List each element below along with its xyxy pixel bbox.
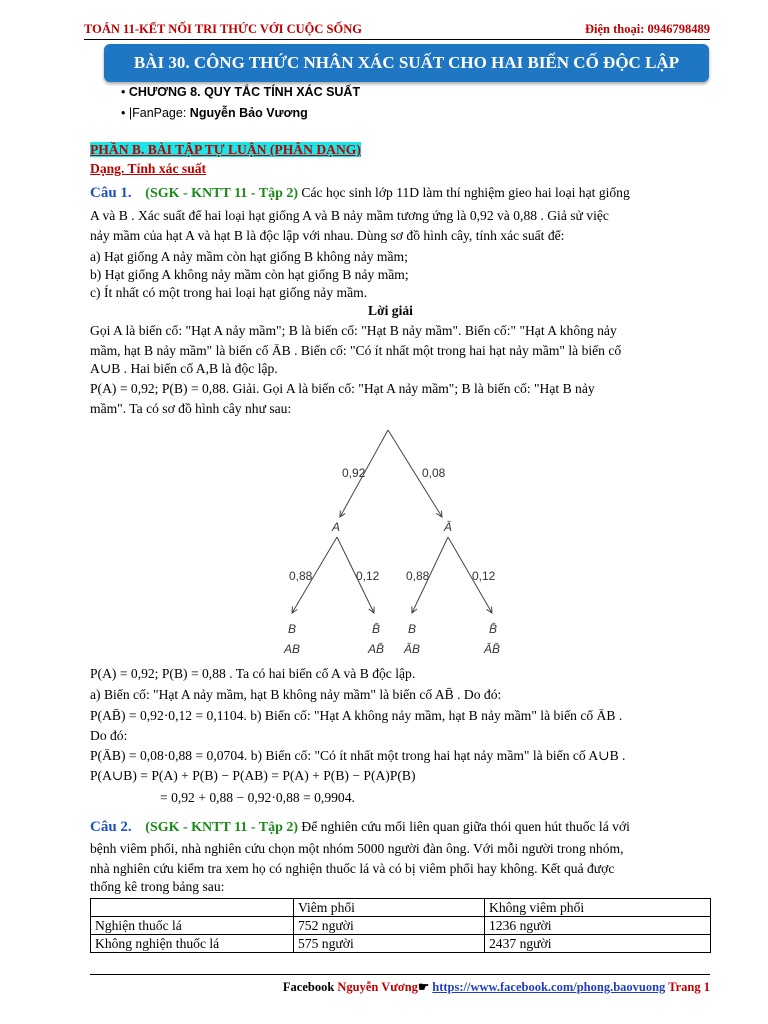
node-abar: Ā [444,520,453,534]
table-row [91,935,711,953]
table-cell: Nghiện thuốc lá [91,917,294,935]
q2-source: (SGK - KNTT 11 - Tập 2) [145,820,299,835]
lesson-banner [104,44,709,82]
q1-line1 [90,184,630,203]
header-divider [84,39,710,40]
prob-bbar-given-a: 0,12 [356,569,380,583]
solution-heading: Lời giải [368,303,413,318]
footer-facebook-label: Facebook [282,980,338,994]
pointer-icon: ☛ [417,980,433,994]
section-title [90,141,361,159]
result-line-5: P(ĀB) = 0,08·0,88 = 0,0704. b) Biến cố: "Có ít nhất một trong hai hạt nảy mầm" là biến cố A∪B . [90,748,626,763]
header-book: KẾT NỐI TRI THỨC VỚI CUỘC SỐNG [139,22,362,36]
leaf-b-2: B [408,622,417,636]
solution-line-4: P(A) = 0,92; P(B) = 0,88. Giải. Gọi A là biến cố: "Hạt A nảy mầm"; B là biến cố: "Hạt B nảy [90,381,595,396]
result-line-6: P(A∪B) = P(A) + P(B) − P(AB) = P(A) + P(B) − P(A)P(B) [90,768,416,783]
outcome-abarbbar: ĀB̄ [484,642,501,655]
table-cell: 752 người [294,917,485,935]
outcome-ab: AB [284,642,301,655]
prob-b-given-abar: 0,88 [406,569,430,583]
table-header-row [91,899,711,917]
result-line-3: P(AB̄) = 0,92·0,12 = 0,1104. b) Biến cố: "Hạt A không nảy mầm, hạt B nảy mầm" là biến cố ĀB . [90,708,623,723]
q1-text-3: nảy mầm của hạt A và hạt B là độc lập với nhau. Dùng sơ đồ hình cây, tính xác suất để: [90,228,565,243]
chapter-title: CHƯƠNG 8. QUY TẮC TÍNH XÁC SUẤT [128,85,361,99]
outcome-abarb: ĀB [404,642,421,655]
q2-number: Câu 2. [90,819,132,835]
page-header [84,22,710,40]
header-subject: TOÁN 11- [84,22,139,36]
header-phone: Điện thoại: 0946798489 [585,22,710,36]
leaf-b-1: B [288,622,297,636]
header-left [84,22,362,37]
section-title-text: PHẦN B. BÀI TẬP TỰ LUẬN (PHÂN DẠNG) [90,142,361,157]
leaf-bbar-2: B̄ [489,622,498,636]
node-a: A [332,520,341,534]
table-cell: 1236 người [485,917,711,935]
solution-line-1: Gọi A là biến cố: "Hạt A nảy mầm"; B là biến cố: "Hạt B nảy mầm". Biến cố:" "Hạt A không nảy [90,323,617,338]
result-line-4: Do đó: [90,728,128,743]
prob-abar: 0,08 [422,466,446,480]
q1-text-2: A và B . Xác suất để hai loại hạt giống A và B nảy mầm tương ứng là 0,92 và 0,88 . Giả sử việc [90,208,609,223]
table-row [91,917,711,935]
lesson-title: BÀI 30. CÔNG THỨC NHÂN XÁC SUẤT CHO HAI BIẾN CỐ ĐỘC LẬP [133,53,680,72]
q2-text-4: thống kê trong bảng sau: [90,879,225,894]
q2-text-1: Để nghiên cứu mối liên quan giữa thói quen hút thuốc lá với [298,819,630,834]
q1-text-1: Các học sinh lớp 11D làm thí nghiệm gieo hai loại hạt giống [298,185,630,200]
fanpage-label: |FanPage: [128,106,190,120]
table-cell: 575 người [294,935,485,953]
q1-source: (SGK - KNTT 11 - Tập 2) [145,186,299,201]
q2-text-3: nhà nghiên cứu kiểm tra xem họ có nghiện thuốc lá và có bị viêm phổi hay không. Kết quả được [90,861,615,876]
footer-link[interactable]: https://www.facebook.com/phong.baovuong [432,980,666,994]
result-line-7: = 0,92 + 0,88 − 0,92·0,88 = 0,9904. [160,790,355,805]
prob-bbar-given-abar: 0,12 [472,569,496,583]
q1-number: Câu 1. [90,185,132,201]
outcome-abbar: AB̄ [368,642,385,655]
q2-line1 [90,818,630,837]
q2-text-2: bệnh viêm phổi, nhà nghiên cứu chọn một nhóm 5000 người đàn ông. Với mỗi người trong nhóm, [90,841,624,856]
footer-author: Nguyễn Vương [337,980,418,994]
bullet-fanpage: • |FanPage: Nguyễn Bảo Vương [121,106,308,120]
solution-line-5: mầm". Ta có sơ đồ hình cây như sau: [90,401,292,416]
table-cell: 2437 người [485,935,711,953]
result-line-1: P(A) = 0,92; P(B) = 0,88 . Ta có hai biến cố A và B độc lập. [90,666,416,681]
q1-part-b: b) Hạt giống A không nảy mầm còn hạt giống B nảy mầm; [90,267,409,282]
dang-title: Dạng. Tính xác suất [90,161,207,176]
fanpage-name: Nguyễn Bảo Vương [189,106,308,120]
survey-table [90,898,711,953]
page-number: Trang 1 [665,980,710,994]
table-header-cell: Viêm phổi [294,899,485,917]
q1-part-a: a) Hạt giống A nảy mầm còn hạt giống B không nảy mầm; [90,249,408,264]
table-header-cell: Không viêm phổi [485,899,711,917]
footer-divider [90,974,710,975]
leaf-bbar-1: B̄ [372,622,381,636]
page-footer [283,979,710,995]
solution-line-3: A∪B . Hai biến cố A,B là độc lập. [90,361,278,376]
table-cell: Không nghiện thuốc lá [91,935,294,953]
table-header-cell [91,899,294,917]
prob-a: 0,92 [342,466,366,480]
bullet-chapter: • CHƯƠNG 8. QUY TẮC TÍNH XÁC SUẤT [121,85,361,99]
solution-line-2: mầm, hạt B nảy mầm" là biến cố ĀB . Biến cố: "Có ít nhất một trong hai hạt nảy mầm" là biến cố [90,343,622,358]
q1-part-c: c) Ít nhất có một trong hai loại hạt giống nảy mầm. [90,285,368,300]
probability-tree-diagram [270,425,520,655]
prob-b-given-a: 0,88 [289,569,313,583]
result-line-2: a) Biến cố: "Hạt A nảy mầm, hạt B không nảy mầm" là biến cố AB̄ . Do đó: [90,687,502,702]
